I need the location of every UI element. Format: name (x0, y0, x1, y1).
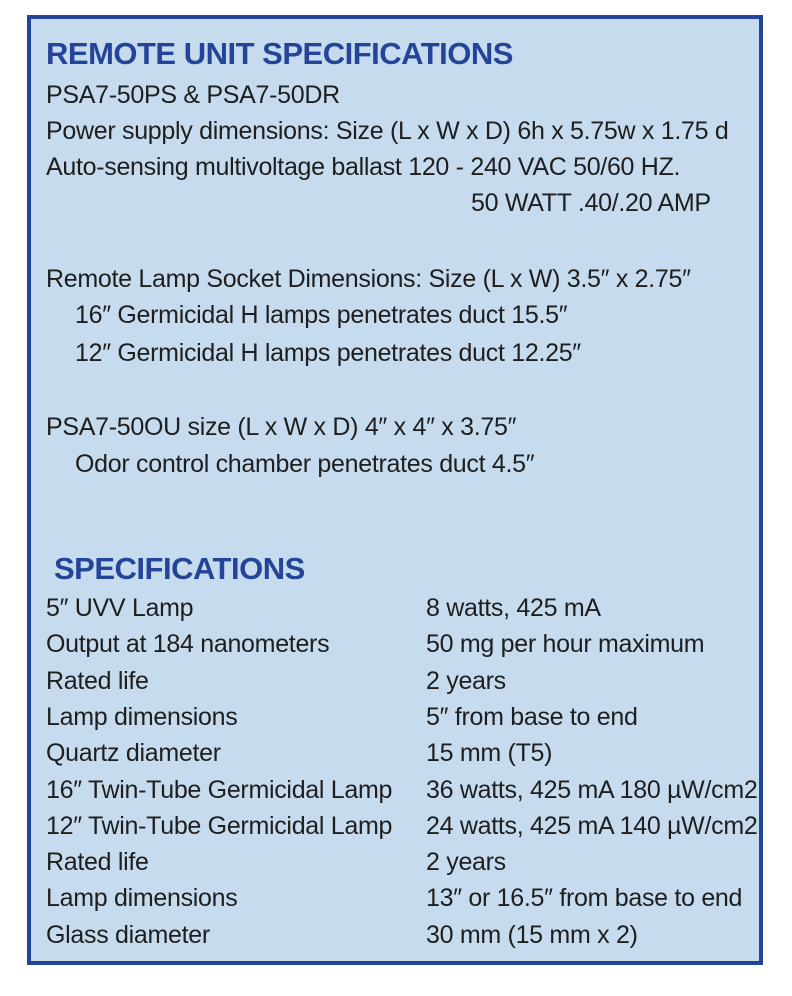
spec-label: 5″ UVV Lamp (46, 594, 194, 622)
ou-size: PSA7-50OU size (L x W x D) 4″ x 4″ x 3.75″ (46, 413, 517, 441)
spec-label: Lamp dimensions (46, 703, 238, 731)
remote-unit-title: REMOTE UNIT SPECIFICATIONS (46, 36, 513, 71)
spec-label: Lamp dimensions (46, 884, 238, 912)
spec-value: 13″ or 16.5″ from base to end (426, 884, 743, 912)
spec-label: Rated life (46, 848, 149, 876)
spec-label: 12″ Twin-Tube Germicidal Lamp (46, 812, 393, 840)
remote-models: PSA7-50PS & PSA7-50DR (46, 81, 340, 109)
socket-dimensions: Remote Lamp Socket Dimensions: Size (L x W) 3.5″ x 2.75″ (46, 265, 691, 293)
ballast-line: Auto-sensing multivoltage ballast 120 - 240 VAC 50/60 HZ. (46, 153, 681, 181)
spec-value: 2 years (426, 667, 506, 695)
spec-label: Rated life (46, 667, 149, 695)
spec-label: Quartz diameter (46, 739, 221, 767)
lamp-12-penetration: 12″ Germicidal H lamps penetrates duct 12.25″ (75, 339, 581, 367)
spec-value: 24 watts, 425 mA 140 µW/cm2 (426, 812, 758, 840)
spec-value: 5″ from base to end (426, 703, 638, 731)
spec-value: 30 mm (15 mm x 2) (426, 921, 638, 949)
spec-value: 15 mm (T5) (426, 739, 553, 767)
spec-panel (27, 15, 763, 965)
ballast-rating: 50 WATT .40/.20 AMP (471, 189, 711, 217)
lamp-16-penetration: 16″ Germicidal H lamps penetrates duct 15.5″ (75, 301, 568, 329)
spec-value: 36 watts, 425 mA 180 µW/cm2 (426, 776, 758, 804)
spec-value: 8 watts, 425 mA (426, 594, 601, 622)
spec-label: Output at 184 nanometers (46, 630, 330, 658)
spec-label: 16″ Twin-Tube Germicidal Lamp (46, 776, 393, 804)
specifications-title: SPECIFICATIONS (54, 551, 305, 586)
power-supply-dimensions: Power supply dimensions: Size (L x W x D) 6h x 5.75w x 1.75 d (46, 117, 729, 145)
spec-value: 50 mg per hour maximum (426, 630, 705, 658)
spec-label: Glass diameter (46, 921, 210, 949)
spec-value: 2 years (426, 848, 506, 876)
odor-chamber: Odor control chamber penetrates duct 4.5″ (75, 450, 535, 478)
